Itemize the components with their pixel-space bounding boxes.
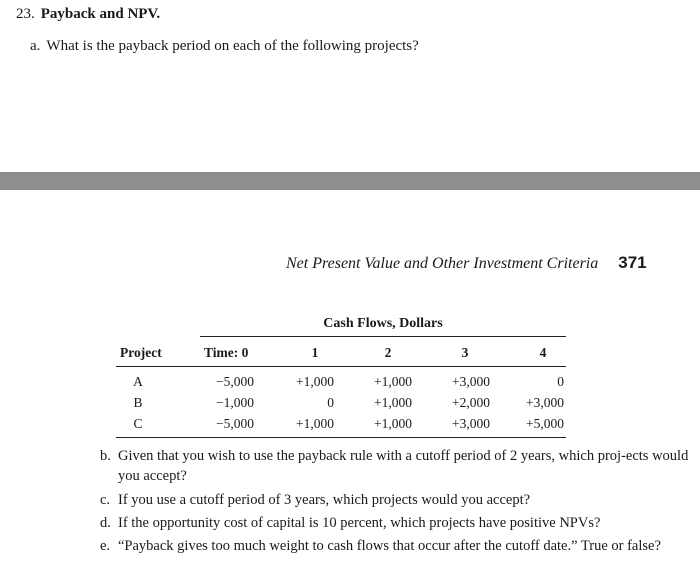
question-part-d xyxy=(100,513,690,533)
question-part-e xyxy=(100,536,690,556)
column-header-3: 3 xyxy=(461,345,469,360)
project-label: C xyxy=(133,416,143,431)
cash-flow-cell: +1,000 xyxy=(296,416,334,431)
part-b-letter: b. xyxy=(100,448,111,464)
part-b-text: Given that you wish to use the payback rule with a cutoff period of 2 years, which proj-ects would you accept? xyxy=(118,448,689,484)
running-header xyxy=(286,253,647,273)
part-a-text: What is the payback period on each of the following projects? xyxy=(46,38,419,54)
column-header-project: Project xyxy=(120,345,162,360)
column-header-1: 1 xyxy=(311,345,319,360)
table-rule-header xyxy=(116,366,566,367)
page-number: 371 xyxy=(618,253,647,272)
cash-flow-cell: −1,000 xyxy=(216,395,254,410)
cash-flow-cell: +2,000 xyxy=(452,395,490,410)
cash-flow-cell: +1,000 xyxy=(374,416,412,431)
running-header-title: Net Present Value and Other Investment Criteria xyxy=(286,255,599,272)
question-number: 23. xyxy=(16,6,35,22)
cash-flow-cell: +1,000 xyxy=(296,374,334,389)
column-header-2: 2 xyxy=(384,345,392,360)
page-break-bar xyxy=(0,172,700,190)
part-d-text: If the opportunity cost of capital is 10 percent, which projects have positive NPVs? xyxy=(118,515,601,531)
cash-flow-cell: +1,000 xyxy=(374,395,412,410)
part-e-text: “Payback gives too much weight to cash flows that occur after the cutoff date.” True or false? xyxy=(118,538,661,554)
question-part-b xyxy=(100,446,690,486)
part-a-letter: a. xyxy=(30,38,41,54)
part-c-letter: c. xyxy=(100,492,111,508)
question-part-a xyxy=(30,38,419,55)
part-c-text: If you use a cutoff period of 3 years, which projects would you accept? xyxy=(118,492,531,508)
question-header xyxy=(16,6,160,23)
column-header-time-0: Time: 0 xyxy=(204,345,249,360)
part-d-letter: d. xyxy=(100,515,111,531)
project-label: A xyxy=(133,374,143,389)
part-e-letter: e. xyxy=(100,538,111,554)
cash-flow-cell: +3,000 xyxy=(452,374,490,389)
cash-flow-cell: −5,000 xyxy=(216,416,254,431)
cash-flow-cell: +3,000 xyxy=(526,395,564,410)
question-part-c xyxy=(100,490,690,510)
question-title: Payback and NPV. xyxy=(40,6,161,22)
column-header-4: 4 xyxy=(539,345,547,360)
cash-flow-cell: −5,000 xyxy=(216,374,254,389)
cash-flow-cell: 0 xyxy=(557,374,564,389)
cash-flow-cell: +1,000 xyxy=(374,374,412,389)
cash-flow-cell: 0 xyxy=(327,395,334,410)
table-caption: Cash Flows, Dollars xyxy=(323,316,443,331)
cash-flow-cell: +5,000 xyxy=(526,416,564,431)
cash-flow-cell: +3,000 xyxy=(452,416,490,431)
project-label: B xyxy=(133,395,143,410)
table-rule-bottom xyxy=(116,437,566,438)
table-rule-top xyxy=(200,336,566,337)
